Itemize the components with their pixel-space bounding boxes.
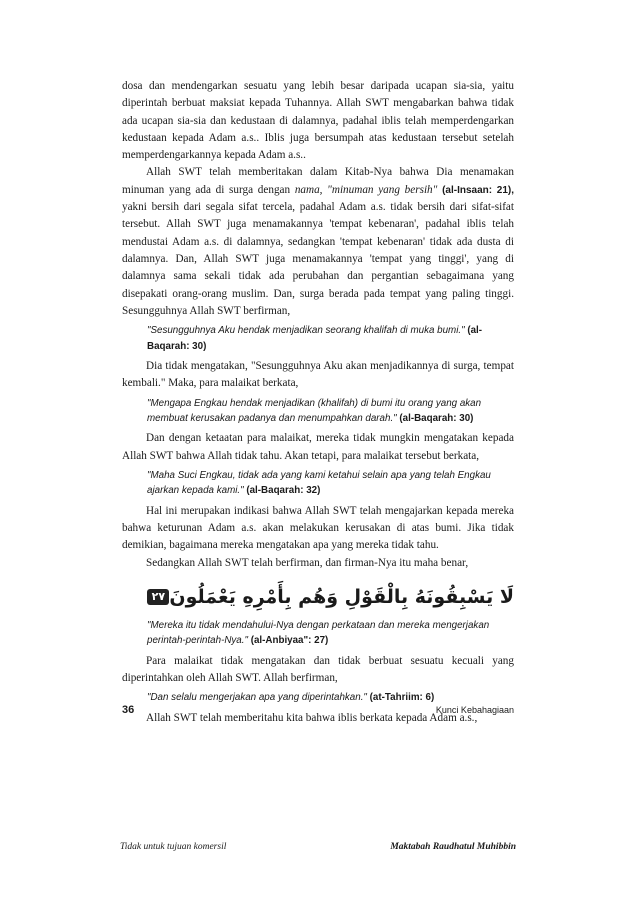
arabic-text: لَا يَسْبِقُونَهُ بِالْقَوْلِ وَهُم بِأَمْرِهِ يَعْمَلُونَ (169, 585, 514, 608)
verse-reference: (al-Baqarah: 30) (147, 325, 483, 352)
verse-reference: (al-Baqarah: 30) (399, 412, 474, 424)
paragraph: dosa dan mendengarkan sesuatu yang lebih besar daripada ucapan sia-sia, yaitu diperintah berbuat maksiat kepada Tuhannya. Allah SWT mengabarkan bahwa tidak ada ucapan sia-sia dan kedustaan di dalamnya, padahal iblis telah memperdengarkan kedustaan kepada Adam a.s.. Iblis juga bersumpah atas kedustaan tersebut setelah memperdengarkannya kepada Adam a.s.. (122, 80, 514, 162)
paragraph-text: Allah SWT telah memberitakan dalam Kitab-Nya bahwa Dia menamakan minuman yang ada di surga dengan (122, 166, 514, 196)
verse-quote (147, 396, 514, 427)
paragraph: Para malaikat tidak mengatakan dan tidak berbuat sesuatu kecuali yang diperintahkan oleh Allah SWT. Allah berfirman, (122, 654, 514, 685)
paragraph: Dia tidak mengatakan, "Sesungguhnya Aku akan menjadikannya di surga, tempat kembali." Maka, para malaikat berkata, (122, 359, 514, 390)
verse-reference: (al-Anbiyaa": 27) (250, 635, 329, 647)
paragraph: Allah SWT telah memberitahu kita bahwa iblis berkata kepada Adam a.s., (146, 711, 478, 724)
quote-text: "Dan selalu mengerjakan apa yang diperintahkan." (147, 692, 367, 704)
verse-quote (147, 323, 514, 354)
paragraph: Hal ini merupakan indikasi bahwa Allah SWT telah mengajarkan kepada mereka bahwa keturunan Adam a.s. akan melakukan kerusakan di atas bumi. Jika tidak demikian, bagaimana mereka mengatakan apa yang mereka tidak tahu. (122, 504, 514, 552)
verse-quote (147, 690, 514, 705)
quote-text: "Mereka itu tidak mendahului-Nya dengan perkataan dan mereka mengerjakan perintah-perintah-Nya." (147, 619, 490, 647)
publisher-name: Maktabah Raudhatul Muhibbin (390, 842, 516, 852)
book-title: Kunci Kebahagiaan (435, 705, 514, 715)
quote-text: "Mengapa Engkau hendak menjadikan (khalifah) di bumi itu orang yang akan membuat kerusakan padanya dan menumpahkan darah." (147, 397, 482, 424)
ayah-number-badge: ٢٧ (147, 589, 169, 605)
quote-text: "Maha Suci Engkau, tidak ada yang kami ketahui selain apa yang telah Engkau ajarkan kepada kami." (147, 469, 491, 497)
paragraph: Dan dengan ketaatan para malaikat, mereka tidak mungkin mengatakan kepada Allah SWT bahwa Allah tidak tahu. Akan tetapi, para malaikat tersebut berkata, (122, 432, 514, 462)
verse-reference: (al-Insaan: 21), (442, 184, 514, 196)
paragraph: Sedangkan Allah SWT telah berfirman, dan firman-Nya itu maha benar, (146, 556, 469, 569)
verse-quote (147, 468, 514, 499)
verse-reference: (at-Tahriim: 6) (369, 692, 435, 704)
paragraph-text: yakni bersih dari segala sifat tercela, padahal Adam a.s. tidak bersih dari sifat-sifat tersebut. Allah SWT juga menamakannya 'tempat kebenaran', padahal iblis telah mendustai Adam a.s. di dalamnya, sedangkan 'tempat kebenaran' tidak ada dusta di dalamnya. Dan, Allah SWT juga menamakannya 'tempat yang tinggi', yang di dalamnya sama sekali tidak ada perubahan dan pergantian sebagaimana yang disepakati orang-orang muslim. Dan, surga berada pada tempat yang paling tinggi. Sesungguhnya Allah SWT berfirman, (122, 201, 514, 317)
page-content (122, 78, 514, 727)
arabic-verse (122, 582, 514, 612)
paragraph (122, 164, 514, 320)
emphasis-text: nama, "minuman yang bersih" (294, 183, 438, 196)
non-commercial-note: Tidak untuk tujuan komersil (120, 842, 227, 852)
verse-quote (147, 618, 514, 649)
page-number: 36 (122, 704, 135, 716)
quote-text: "Sesungguhnya Aku hendak menjadikan seorang khalifah di muka bumi." (147, 325, 465, 337)
verse-reference: (al-Baqarah: 32) (246, 485, 321, 497)
